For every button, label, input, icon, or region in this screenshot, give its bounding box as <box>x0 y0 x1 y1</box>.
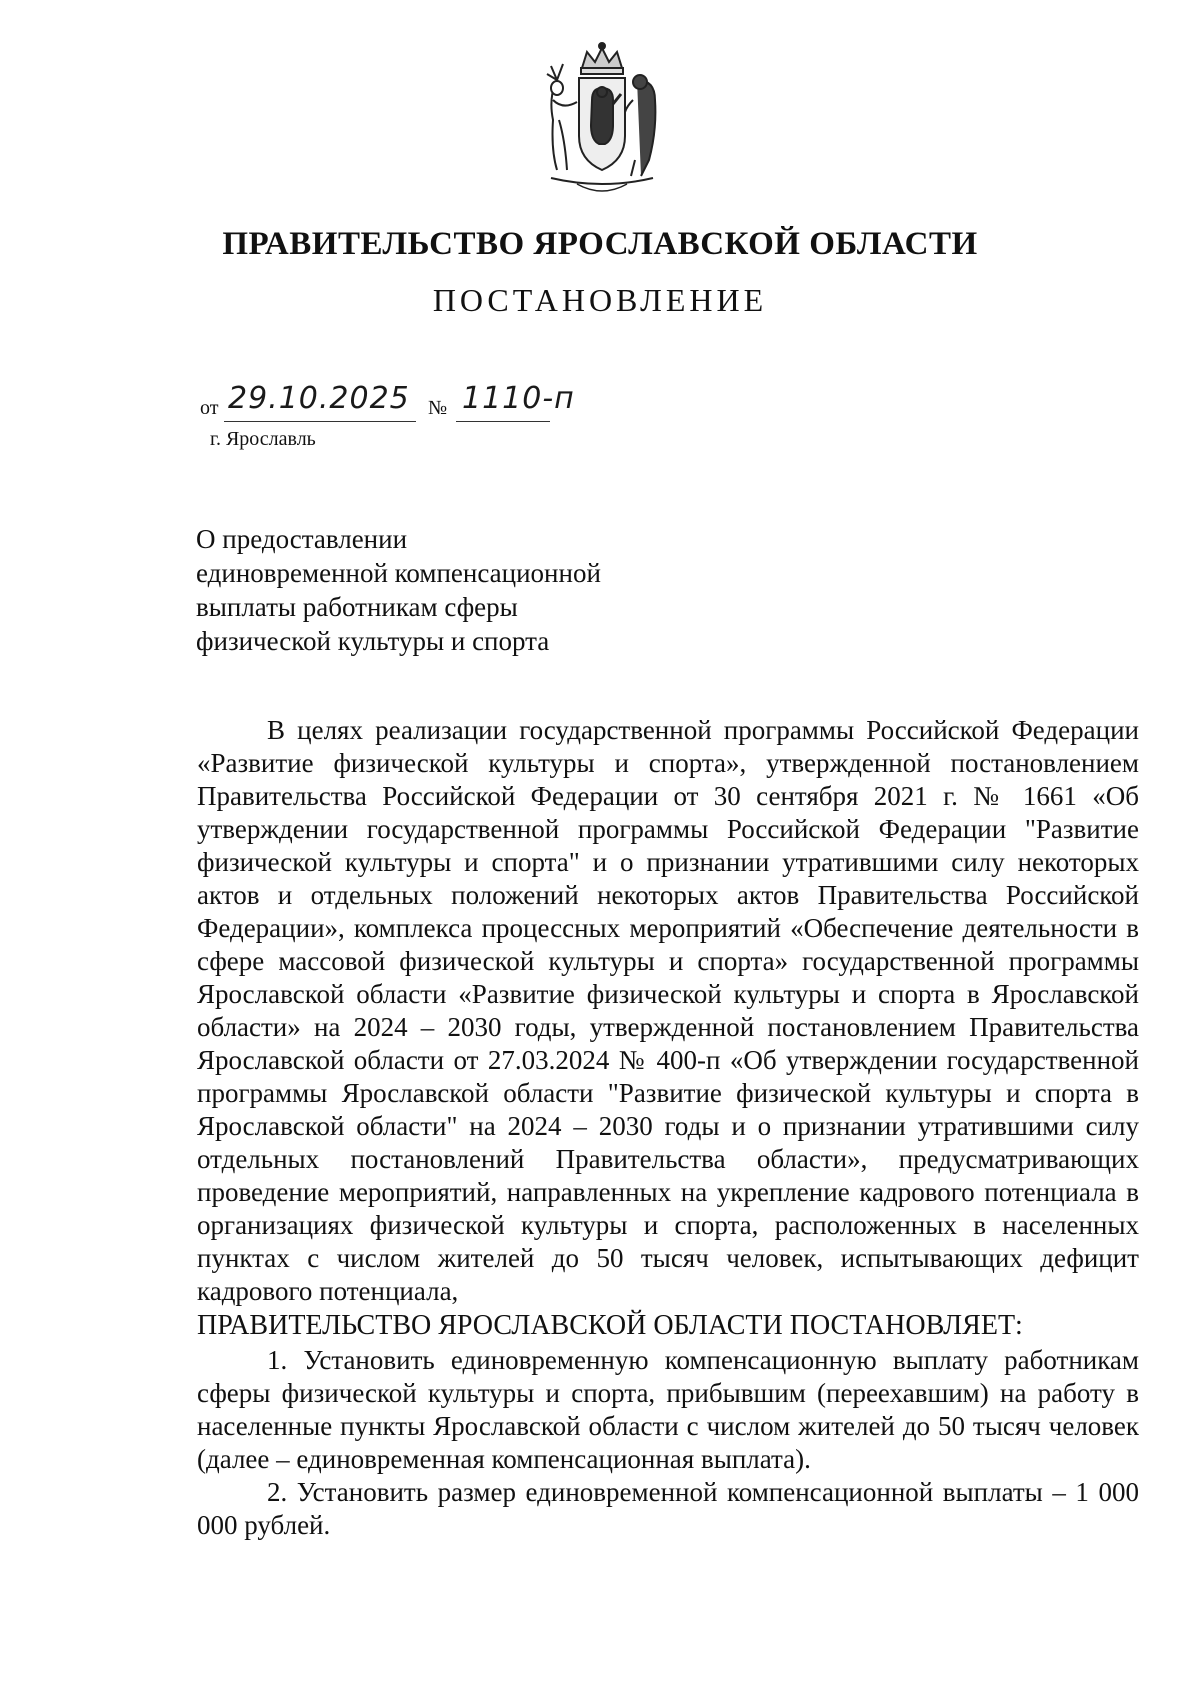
city: г. Ярославль <box>210 428 316 450</box>
document-body <box>197 714 1139 1542</box>
subject-line: единовременной компенсационной <box>196 558 601 588</box>
document-subject <box>196 522 716 658</box>
number-underline <box>456 421 550 422</box>
preamble-paragraph: В целях реализации государственной программы Российской Федерации «Развитие физической культуры и спорта», утвержденной постановлением Правительства Российской Федерации от 30 сентября 2021 г. № 1661 «Об утверждении государственной программы Российской Федерации "Развитие физической культуры и спорта" и о признании утратившими силу некоторых актов и отдельных положений некоторых актов Правительства Российской Федерации», комплекса процессных мероприятий «Обеспечение деятельности в сфере массовой физической культуры и спорта» государственной программы Ярославской области «Развитие физической культуры и спорта в Ярославской области» на 2024 – 2030 годы, утвержденной постановлением Правительства Ярославской области от 27.03.2024 № 400-п «Об утверждении государственной программы Ярославской области "Развитие физической культуры и спорта в Ярославской области" на 2024 – 2030 годы и о признании утратившими силу отдельных постановлений Правительства области», предусматривающих проведение мероприятий, направленных на укрепление кадрового потенциала в организациях физической культуры и спорта, расположенных в населенных пунктах с числом жителей до 50 тысяч человек, испытывающих дефицит кадрового потенциала, <box>197 715 1139 1306</box>
number-value: 1110-п <box>462 381 575 416</box>
subject-line: физической культуры и спорта <box>196 626 550 656</box>
date-prefix: от <box>200 397 219 419</box>
document-type-title: ПОСТАНОВЛЕНИЕ <box>432 282 768 318</box>
number-label: № <box>428 397 448 419</box>
item-1-paragraph: 1. Установить единовременную компенсационную выплату работникам сферы физической культуры и спорта, прибывшим (переехавшим) на работу в населенные пункты Ярославской области с числом жителей до 50 тысяч человек (далее – единовременная компенсационная выплата). <box>197 1345 1139 1474</box>
item-2-paragraph: 2. Установить размер единовременной компенсационной выплаты – 1 000 000 рублей. <box>197 1477 1139 1540</box>
date-underline <box>224 421 416 422</box>
resolves-heading: ПРАВИТЕЛЬСТВО ЯРОСЛАВСКОЙ ОБЛАСТИ ПОСТАНОВЛЯЕТ: <box>197 1310 1023 1341</box>
subject-line: О предоставлении <box>196 524 408 554</box>
date-value: 29.10.2025 <box>228 381 410 416</box>
subject-line: выплаты работникам сферы <box>196 592 518 622</box>
organization-title: ПРАВИТЕЛЬСТВО ЯРОСЛАВСКОЙ ОБЛАСТИ <box>222 226 978 262</box>
coat-of-arms-icon <box>537 40 667 200</box>
date-number-line <box>200 381 800 425</box>
